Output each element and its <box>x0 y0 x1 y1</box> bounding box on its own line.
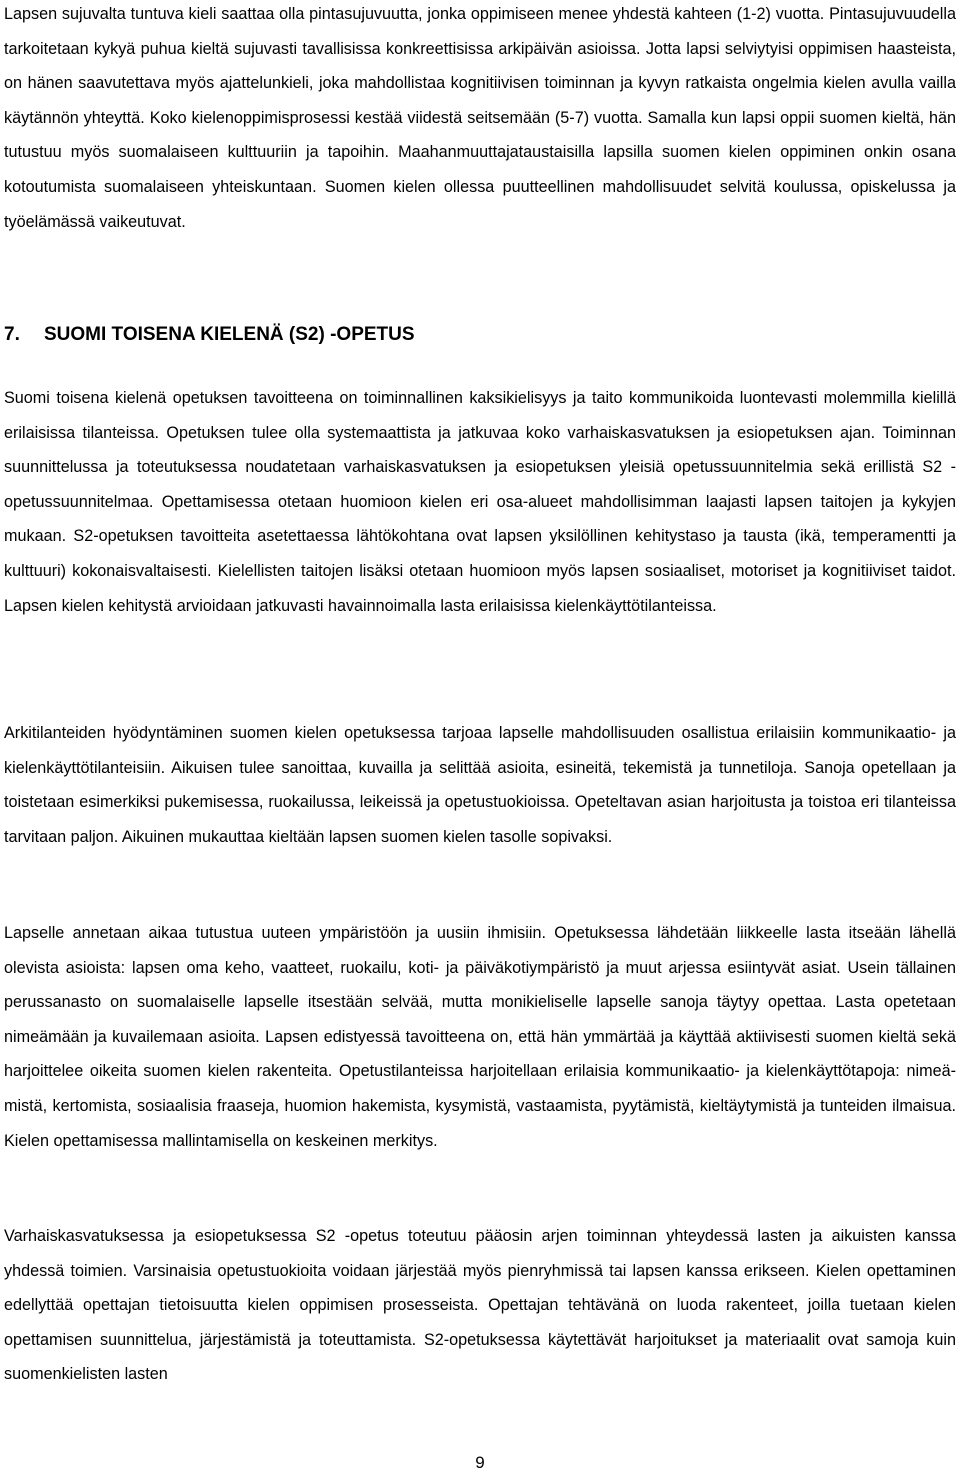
paragraph-new-environment: Lapselle annetaan aikaa tutustua uuteen ympäristöön ja uusiin ihmisiin. Opetuksessa lähdetään liikkeelle lasta itseään lähellä olevista asioista: lapsen oma keho, vaatteet, ruokailu, koti- ja päiväkotiympäristö ja muut arjessa esiintyvät asiat. Usein tällainen perussanasto on suomalaiselle lapselle itsestään selvää, mutta monikieliselle lapselle sanoja täytyy opettaa. Lasta opetetaan nimeämään ja kuvailemaan asioita. Lapsen edistyessä tavoitteena on, että hän ymmärtää ja käyttää aktiivisesti suomen kieltä sekä harjoittelee oikeita suomen kielen rakenteita. Opetustilanteissa harjoitellaan erilaisia kommunikaatio- ja kielenkäyttötapoja: nimeämistä, kertomista, sosiaalisia fraaseja, huomion hakemista, kysymistä, vastaamista, pyytämistä, kieltäytymistä ja tunteiden ilmaisua. Kielen opettamisessa mallintamisella on keskeinen merkitys. <box>4 924 956 1150</box>
section-number: 7. <box>4 324 20 345</box>
paragraph-s2-in-practice: Varhaiskasvatuksessa ja esiopetuksessa S2 -opetus toteutuu pääosin arjen toiminnan yhteydessä lasten ja aikuisten kanssa yhdessä toimien. Varsinaisia opetustuokioita voidaan järjestää myös pienryhmissä tai lapsen kanssa erikseen. Kielen opettaminen edellyttää opettajan tietoisuutta kielen oppimisen prosesseista. Opettajan tehtävänä on luoda rakenteet, joilla tuetaan kielen opettamisen suunnittelua, järjestämistä ja toteuttamista. S2-opetuksessa käytettävät harjoitukset ja materiaalit ovat samoja kuin suomenkielisten lasten <box>4 1227 956 1384</box>
section-heading <box>4 318 415 352</box>
paragraph-everyday-situations: Arkitilanteiden hyödyntäminen suomen kielen opetuksessa tarjoaa lapselle mahdollisuuden osallistua erilaisiin kommunikaatio- ja kielenkäyttötilanteisiin. Aikuisen tulee sanoittaa, kuvailla ja selittää asioita, esineitä, tekemistä ja tunnetiloja. Sanoja opetellaan ja toistetaan esimerkiksi pukemisessa, ruokailussa, leikeissä ja opetustuokioissa. Opeteltavan asian harjoitusta ja toistoa eri tilanteissa tarvitaan paljon. Aikuinen mukauttaa kieltään lapsen suomen kielen tasolle sopivaksi. <box>4 724 956 846</box>
page-number: 9 <box>475 1453 485 1472</box>
section-title: SUOMI TOISENA KIELENÄ (S2) -OPETUS <box>44 324 415 345</box>
document-page <box>4 0 956 1478</box>
paragraph-language-fluency: Lapsen sujuvalta tuntuva kieli saattaa olla pintasujuvuutta, jonka oppimiseen menee yhdestä kahteen (1-2) vuotta. Pintasujuvuudella tarkoitetaan kykyä puhua kieltä sujuvasti tavallisissa konkreettisissa arkipäivän asioissa. Jotta lapsi selviytyisi oppimisen haasteista, on hänen saavutettava myös ajattelunkieli, joka mahdollistaa kognitiivisen toiminnan ja kyvyn ratkaista ongelmia kielen avulla vailla käytännön yhteyttä. Koko kielenoppimisprosessi kestää viidestä seitsemään (5-7) vuotta. Samalla kun lapsi oppii suomen kieltä, hän tutustuu myös suomalaiseen kulttuuriin ja tapoihin. Maahanmuuttajataustaisilla lapsilla suomen kielen oppiminen onkin osana kotoutumista suomalaiseen yhteiskuntaan. Suomen kielen ollessa puutteellinen mahdollisuudet selvitä koulussa, opiskelussa ja työelämässä vaikeutuvat. <box>4 5 956 231</box>
paragraph-s2-goals: Suomi toisena kielenä opetuksen tavoitteena on toiminnallinen kaksikielisyys ja taito kommunikoida luontevasti molemmilla kielillä erilaisissa tilanteissa. Opetuksen tulee olla systemaattista ja jatkuvaa koko varhaiskasvatuksen ja esiopetuksen ajan. Toiminnan suunnittelussa ja toteutuksessa noudatetaan varhaiskasvatuksen ja esiopetuksen yleisiä opetussuunnitelmia sekä erillistä S2 -opetussuunnitelmaa. Opettamisessa otetaan huomioon kielen eri osa-alueet mahdollisimman laajasti lapsen taitojen ja kykyjen mukaan. S2-opetuksen tavoitteita asetettaessa lähtökohtana ovat lapsen yksilöllinen kehitystaso ja tausta (ikä, temperamentti ja kulttuuri) kokonaisvaltaisesti. Kielellisten taitojen lisäksi otetaan huomioon myös lapsen sosiaaliset, motoriset ja kognitiiviset taidot. Lapsen kielen kehitystä arvioidaan jatkuvasti havainnoimalla lasta erilaisissa kielenkäyttötilanteissa. <box>4 389 956 615</box>
